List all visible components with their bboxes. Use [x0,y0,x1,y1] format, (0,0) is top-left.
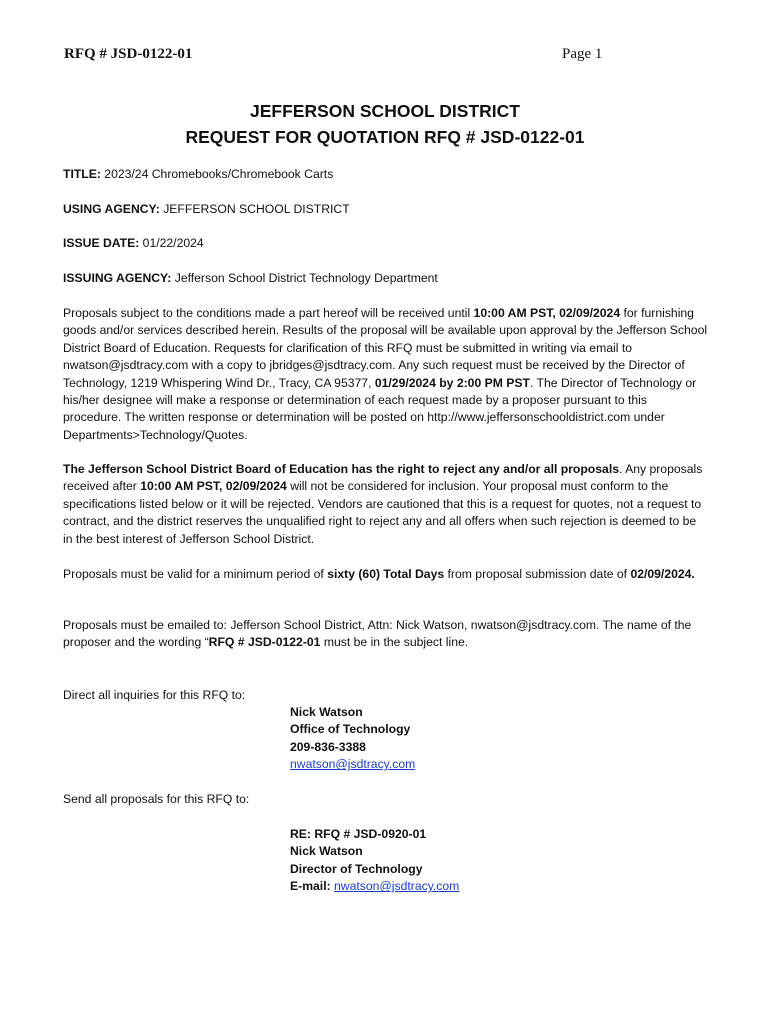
p1-text-c: for furnishing goods and/or services described herein. Results of the proposal will be available upon approval by the Jefferson School District Board of Education. Requests for clarification of this RFQ must be submitted in writing via email to nwatson@jsdtracy.com with a copy to jbridges@jsdtracy.com. Any such request must be received by the Director of Technology, 1219 Whispering Wind Dr., Tracy, CA 95377, [63,306,708,390]
p2-text-d: will not be considered for inclusion. Your proposal must conform to the specifications listed below or it will be rejected. Vendors are cautioned that this is a request for quotes, not a request to contract, and the district reserves the unqualified right to reject any and all offers when such rejection is deemed to be in the best interest of Jefferson School District. [63,479,702,546]
p4-text-a: Proposals must be emailed to: Jefferson School District, Attn: Nick Watson, nwatson@jsdtracy.com. The name of the proposer and the wording “ [63,618,692,650]
paragraph-validity-period [63,566,708,583]
field-using-agency-value: JEFFERSON SCHOOL DISTRICT [159,202,350,216]
p2-text-b: . Any proposals received after [63,462,703,494]
field-issuing-agency-value: Jefferson School District Technology Department [171,271,438,285]
field-using-agency [63,201,708,218]
p2-reject-statement: The Jefferson School District Board of Education has the right to reject any and/or all proposals [63,462,619,476]
proposals-contact-title: Director of Technology [290,861,423,876]
inquiries-contact-block [290,704,415,774]
p3-submission-date: 02/09/2024. [630,567,695,581]
proposals-contact-name: Nick Watson [290,844,363,859]
header-page-number: Page 1 [562,46,603,62]
p1-text-e: . The Director of Technology or his/her designee will make a response or determination of each request made by a proposer pursuant to this procedure. The written response or determination will be posted on http://www.jeffersonschooldistrict.com under Departments>Technology/Quotes. [63,375,697,442]
p3-validity-days: sixty (60) Total Days [327,567,445,581]
p1-clarification-deadline: 01/29/2024 by 2:00 PM PST [374,375,530,390]
inquiries-contact-phone: 209-836-3388 [290,739,366,754]
p4-rfq-number: RFQ # JSD-0122-01 [208,635,321,650]
p1-deadline: 10:00 AM PST, 02/09/2024 [473,306,621,320]
p4-text-c: must be in the subject line. [320,635,469,650]
proposals-email-link[interactable]: nwatson@jsdtracy.com [334,879,460,894]
inquiries-contact-name: Nick Watson [290,705,363,719]
document-title-district: JEFFERSON SCHOOL DISTRICT [250,101,520,121]
document-title-rfq: REQUEST FOR QUOTATION RFQ # JSD-0122-01 [185,127,585,147]
inquiries-email-link[interactable]: nwatson@jsdtracy.com [290,757,416,772]
field-issue-date [63,235,708,252]
p1-text-a: Proposals subject to the conditions made a part hereof will be received until [63,306,474,320]
p3-text-a: Proposals must be valid for a minimum period of [63,567,328,581]
field-title [63,166,708,183]
field-title-label: TITLE: [63,167,101,181]
inquiries-intro: Direct all inquiries for this RFQ to: [63,688,246,702]
p3-text-c: from proposal submission date of [444,567,631,581]
inquiries-contact-office: Office of Technology [290,722,411,737]
p2-deadline: 10:00 AM PST, 02/09/2024 [140,479,287,494]
header-rfq-number: RFQ # JSD-0122-01 [64,46,193,62]
field-issuing-agency-label: ISSUING AGENCY: [63,271,172,285]
proposals-contact-block [290,826,459,896]
proposals-re-line: RE: RFQ # JSD-0920-01 [290,827,427,841]
paragraph-email-submission [63,617,708,652]
paragraph-reject-rights [63,461,708,548]
field-issue-date-label: ISSUE DATE: [63,236,140,250]
field-issue-date-value: 01/22/2024 [139,236,204,250]
field-using-agency-label: USING AGENCY: [63,202,160,216]
paragraph-proposal-deadline [63,305,708,444]
proposals-email-label: E-mail: [290,879,335,894]
field-issuing-agency [63,270,708,287]
proposals-intro: Send all proposals for this RFQ to: [63,792,250,806]
field-title-value: 2023/24 Chromebooks/Chromebook Carts [100,167,334,181]
